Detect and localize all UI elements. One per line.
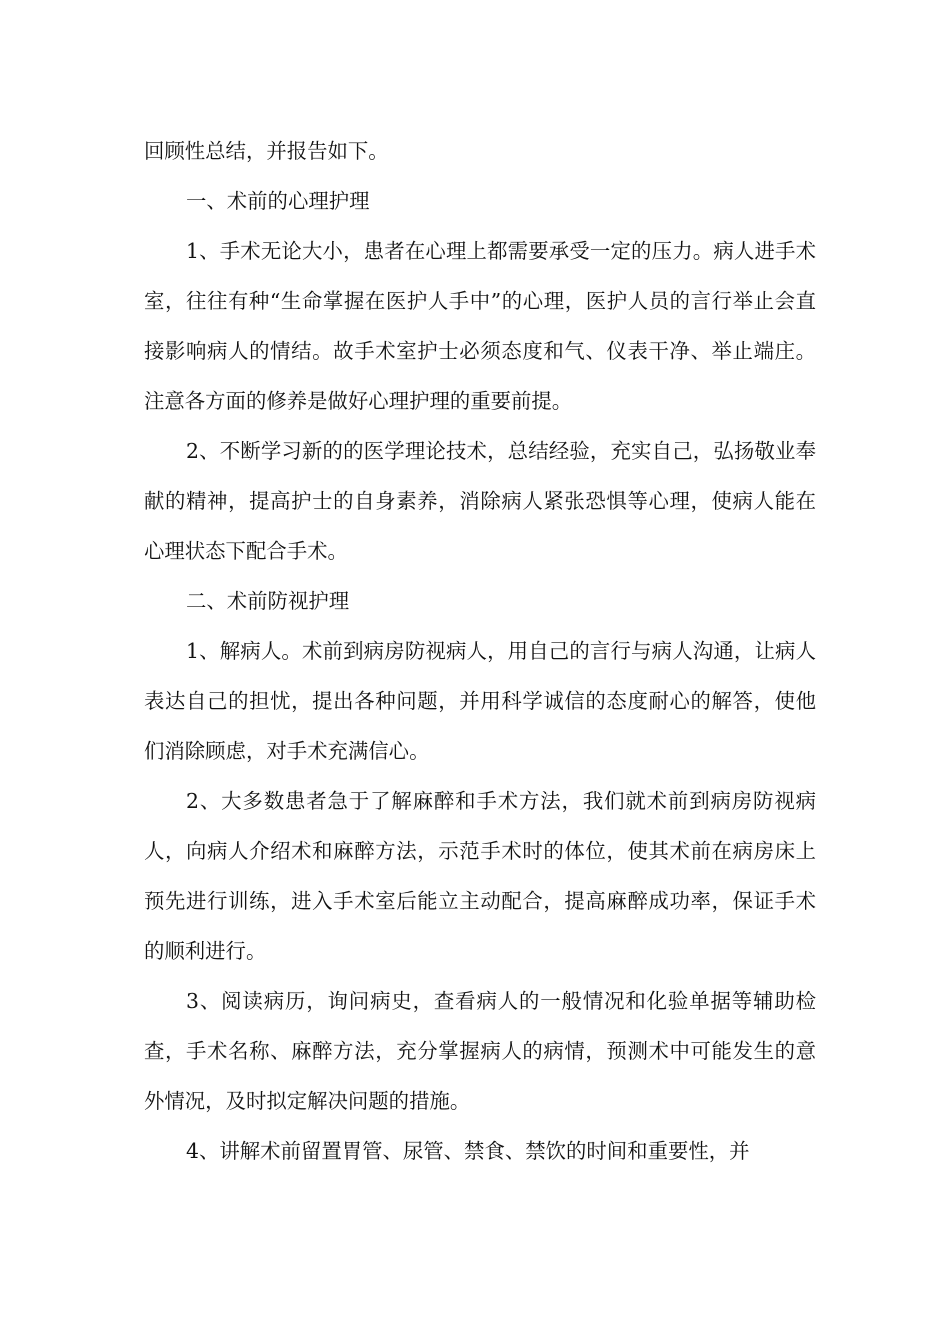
section-heading-preop-visit-care: 二、术前防视护理 xyxy=(186,589,350,613)
paragraph-visit-item-3: 3、阅读病历，询问病史，查看病人的一般情况和化验单据等辅助检查，手术名称、麻醉方法，充分掌握病人的病情，预测术中可能发生的意外情况，及时拟定解决问题的措施。 xyxy=(144,989,816,1113)
paragraph-visit-item-2: 2、大多数患者急于了解麻醉和手术方法，我们就术前到病房防视病人，向病人介绍术和麻醉方法，示范手术时的体位，使其术前在病房床上预先进行训练，进入手术室后能立主动配合，提高麻醉成功率，保证手术的顺利进行。 xyxy=(144,789,816,963)
paragraph-visit-item-4: 4、讲解术前留置胃管、尿管、禁食、禁饮的时间和重要性，并 xyxy=(186,1139,750,1163)
paragraph-psych-item-2: 2、不断学习新的的医学理论技术，总结经验，充实自己，弘扬敬业奉献的精神，提高护士的自身素养，消除病人紧张恐惧等心理，使病人能在心理状态下配合手术。 xyxy=(144,439,816,563)
section-heading-preop-psychological-care: 一、术前的心理护理 xyxy=(186,189,370,213)
paragraph-psych-item-1: 1、手术无论大小，患者在心理上都需要承受一定的压力。病人进手术室，往往有种“生命掌握在医护人手中”的心理，医护人员的言行举止会直接影响病人的情结。故手术室护士必须态度和气、仪表干净、举止端庄。注意各方面的修养是做好心理护理的重要前提。 xyxy=(144,239,816,413)
document-body xyxy=(144,126,816,1176)
paragraph-visit-item-1: 1、解病人。术前到病房防视病人，用自己的言行与病人沟通，让病人表达自己的担忧，提出各种问题，并用科学诚信的态度耐心的解答，使他们消除顾虑，对手术充满信心。 xyxy=(144,639,816,763)
paragraph-intro-tail: 回顾性总结，并报告如下。 xyxy=(144,139,389,163)
